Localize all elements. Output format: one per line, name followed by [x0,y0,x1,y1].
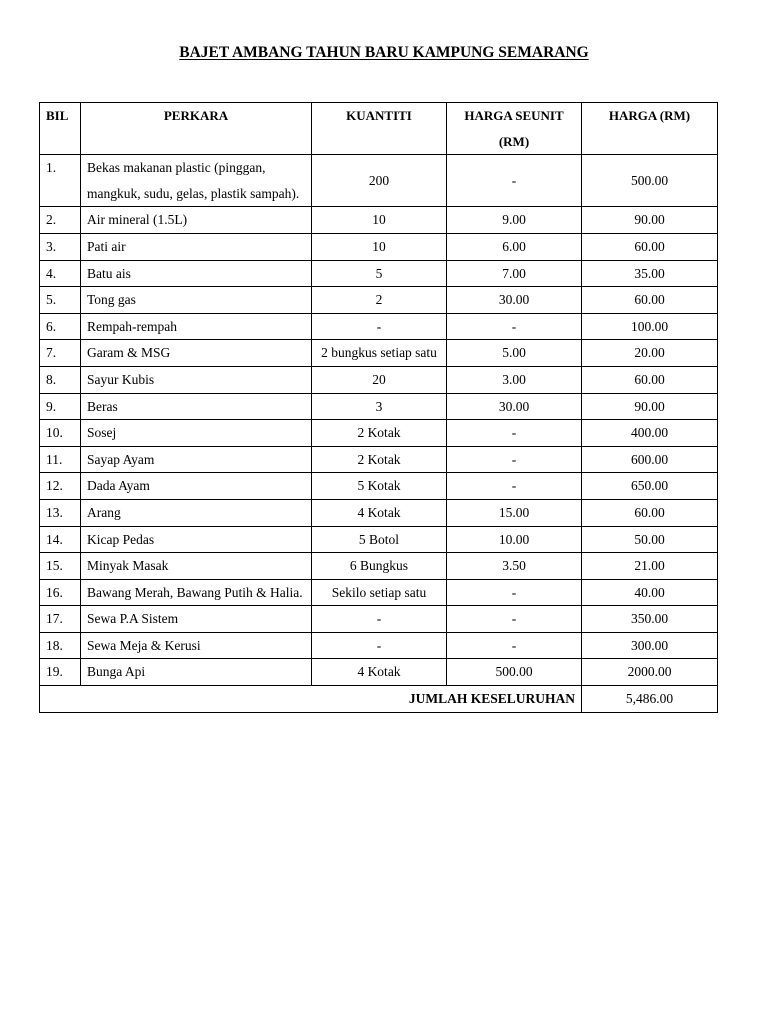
cell-harga: 400.00 [582,420,718,447]
cell-perkara: Pati air [81,233,312,260]
cell-kuantiti: 20 [312,366,447,393]
cell-kuantiti: 2 Kotak [312,446,447,473]
cell-kuantiti: 6 Bungkus [312,553,447,580]
cell-harga-seunit: 500.00 [447,659,582,686]
cell-harga-seunit: - [447,446,582,473]
table-row [40,366,718,393]
cell-bil: 6. [40,313,81,340]
cell-kuantiti: 3 [312,393,447,420]
cell-perkara: Air mineral (1.5L) [81,207,312,234]
cell-harga: 20.00 [582,340,718,367]
cell-bil: 10. [40,420,81,447]
cell-kuantiti: Sekilo setiap satu [312,579,447,606]
cell-harga-seunit: 9.00 [447,207,582,234]
cell-bil: 14. [40,526,81,553]
cell-harga-seunit: 10.00 [447,526,582,553]
cell-perkara: Rempah-rempah [81,313,312,340]
cell-kuantiti: 2 bungkus setiap satu [312,340,447,367]
cell-kuantiti: 5 [312,260,447,287]
table-row [40,393,718,420]
cell-kuantiti: 200 [312,155,447,207]
summary-value: 5,486.00 [582,686,718,713]
header-perkara: PERKARA [81,103,312,155]
cell-harga: 600.00 [582,446,718,473]
cell-bil: 9. [40,393,81,420]
cell-kuantiti: 5 Botol [312,526,447,553]
table-header-row [40,103,718,155]
cell-kuantiti: 4 Kotak [312,659,447,686]
cell-perkara: Arang [81,499,312,526]
cell-kuantiti: 2 Kotak [312,420,447,447]
cell-bil: 7. [40,340,81,367]
document-title [0,43,768,63]
cell-kuantiti: - [312,632,447,659]
cell-harga-seunit: 3.50 [447,553,582,580]
cell-harga: 60.00 [582,233,718,260]
table-body [40,155,718,686]
document-title-text: BAJET AMBANG TAHUN BARU KAMPUNG SEMARANG [179,44,589,61]
table-row [40,446,718,473]
cell-perkara: Sayur Kubis [81,366,312,393]
table-row [40,659,718,686]
cell-kuantiti: 2 [312,287,447,314]
cell-bil: 1. [40,155,81,207]
cell-perkara: Bawang Merah, Bawang Putih & Halia. [81,579,312,606]
cell-harga: 300.00 [582,632,718,659]
cell-perkara: Beras [81,393,312,420]
cell-perkara: Sewa Meja & Kerusi [81,632,312,659]
cell-perkara: Batu ais [81,260,312,287]
cell-perkara: Dada Ayam [81,473,312,500]
header-bil: BIL [40,103,81,155]
cell-harga-seunit: - [447,579,582,606]
header-harga-seunit: HARGA SEUNIT (RM) [447,103,582,155]
cell-harga-seunit: - [447,606,582,633]
table-row [40,155,718,207]
cell-harga: 60.00 [582,499,718,526]
cell-bil: 4. [40,260,81,287]
cell-harga-seunit: 5.00 [447,340,582,367]
table-row [40,420,718,447]
table-row [40,233,718,260]
cell-harga-seunit: - [447,420,582,447]
cell-harga-seunit: 7.00 [447,260,582,287]
table-row [40,499,718,526]
table-row [40,340,718,367]
table-row [40,553,718,580]
table-row [40,313,718,340]
cell-harga: 40.00 [582,579,718,606]
cell-kuantiti: 10 [312,233,447,260]
cell-bil: 5. [40,287,81,314]
cell-perkara: Sosej [81,420,312,447]
cell-bil: 19. [40,659,81,686]
table-row [40,207,718,234]
table-row [40,579,718,606]
table-row [40,287,718,314]
table-row [40,473,718,500]
table-row [40,632,718,659]
cell-harga-seunit: 3.00 [447,366,582,393]
cell-bil: 15. [40,553,81,580]
budget-table [39,102,718,713]
cell-harga: 90.00 [582,393,718,420]
cell-harga: 100.00 [582,313,718,340]
cell-perkara: Minyak Masak [81,553,312,580]
cell-harga: 35.00 [582,260,718,287]
cell-harga: 60.00 [582,366,718,393]
cell-harga: 90.00 [582,207,718,234]
cell-perkara: Bunga Api [81,659,312,686]
cell-bil: 13. [40,499,81,526]
cell-perkara: Kicap Pedas [81,526,312,553]
table-row [40,260,718,287]
cell-harga: 2000.00 [582,659,718,686]
cell-harga-seunit: 30.00 [447,287,582,314]
table-row [40,606,718,633]
cell-harga: 21.00 [582,553,718,580]
cell-perkara: Sewa P.A Sistem [81,606,312,633]
cell-harga-seunit: 6.00 [447,233,582,260]
cell-harga-seunit: - [447,155,582,207]
cell-harga: 60.00 [582,287,718,314]
cell-bil: 3. [40,233,81,260]
cell-perkara: Sayap Ayam [81,446,312,473]
cell-bil: 16. [40,579,81,606]
cell-harga-seunit: 30.00 [447,393,582,420]
cell-kuantiti: 5 Kotak [312,473,447,500]
cell-kuantiti: 4 Kotak [312,499,447,526]
cell-harga-seunit: 15.00 [447,499,582,526]
cell-harga-seunit: - [447,473,582,500]
cell-kuantiti: - [312,606,447,633]
cell-harga: 350.00 [582,606,718,633]
summary-label: JUMLAH KESELURUHAN [40,686,582,713]
cell-harga-seunit: - [447,632,582,659]
cell-harga-seunit: - [447,313,582,340]
cell-perkara: Garam & MSG [81,340,312,367]
cell-harga: 50.00 [582,526,718,553]
cell-kuantiti: - [312,313,447,340]
summary-row [40,686,718,713]
cell-bil: 17. [40,606,81,633]
table-row [40,526,718,553]
cell-bil: 8. [40,366,81,393]
cell-bil: 12. [40,473,81,500]
header-harga: HARGA (RM) [582,103,718,155]
cell-harga: 500.00 [582,155,718,207]
cell-harga: 650.00 [582,473,718,500]
cell-bil: 18. [40,632,81,659]
cell-bil: 2. [40,207,81,234]
header-kuantiti: KUANTITI [312,103,447,155]
cell-kuantiti: 10 [312,207,447,234]
cell-bil: 11. [40,446,81,473]
cell-perkara: Tong gas [81,287,312,314]
cell-perkara: Bekas makanan plastic (pinggan, mangkuk, sudu, gelas, plastik sampah). [81,155,312,207]
